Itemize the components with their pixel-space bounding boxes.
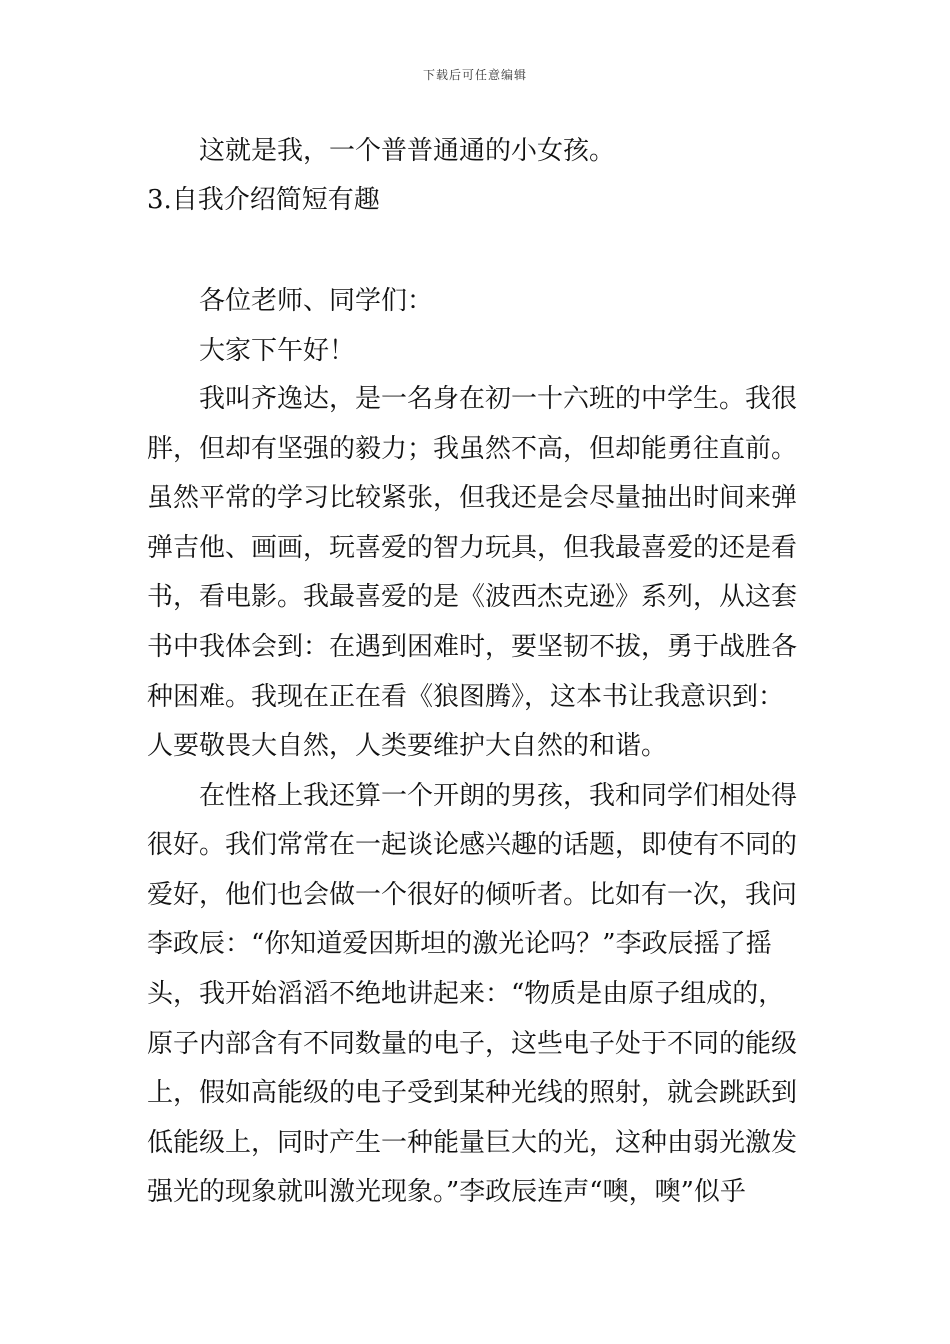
text-line: 人要敬畏大自然，人类要维护大自然的和谐。 [147, 731, 668, 761]
text-line: 低能级上，同时产生一种能量巨大的光，这种由弱光激发 [147, 1128, 798, 1158]
text-line-closing: 这就是我，一个普普通通的小女孩。 [199, 136, 616, 166]
text-line: 书，看电影。我最喜爱的是《波西杰克逊》系列，从这套 [147, 582, 798, 612]
text-line: 在性格上我还算一个开朗的男孩，我和同学们相处得 [199, 781, 798, 811]
text-line: 书中我体会到：在遇到困难时，要坚韧不拔，勇于战胜各 [147, 632, 798, 662]
text-line: 上，假如高能级的电子受到某种光线的照射，就会跳跃到 [147, 1078, 798, 1108]
text-line: 胖，但却有坚强的毅力；我虽然不高，但却能勇往直前。 [147, 434, 798, 464]
text-line: 爱好，他们也会做一个很好的倾听者。比如有一次，我问 [147, 880, 798, 910]
text-line-greeting: 各位老师、同学们： [199, 286, 434, 316]
text-line-salutation: 大家下午好！ [199, 336, 356, 366]
text-line: 原子内部含有不同数量的电子，这些电子处于不同的能级 [147, 1029, 798, 1059]
text-line: 头，我开始滔滔不绝地讲起来：“物质是由原子组成的， [147, 979, 785, 1009]
text-line: 种困难。我现在正在看《狼图腾》，这本书让我意识到： [147, 682, 785, 712]
text-line: 强光的现象就叫激光现象。”李政辰连声“噢，噢”似乎 [147, 1177, 746, 1207]
text-line: 李政辰：“你知道爱因斯坦的激光论吗？”李政辰摇了摇 [147, 929, 772, 959]
text-line: 我叫齐逸达，是一名身在初一十六班的中学生。我很 [199, 384, 798, 414]
section-heading: 3.自我介绍简短有趣 [147, 185, 380, 215]
text-line: 弹吉他、画画，玩喜爱的智力玩具，但我最喜爱的还是看 [147, 533, 798, 563]
text-line: 虽然平常的学习比较紧张，但我还是会尽量抽出时间来弹 [147, 483, 798, 513]
header-note: 下载后可任意编辑 [422, 68, 527, 82]
text-line: 很好。我们常常在一起谈论感兴趣的话题，即使有不同的 [147, 830, 798, 860]
